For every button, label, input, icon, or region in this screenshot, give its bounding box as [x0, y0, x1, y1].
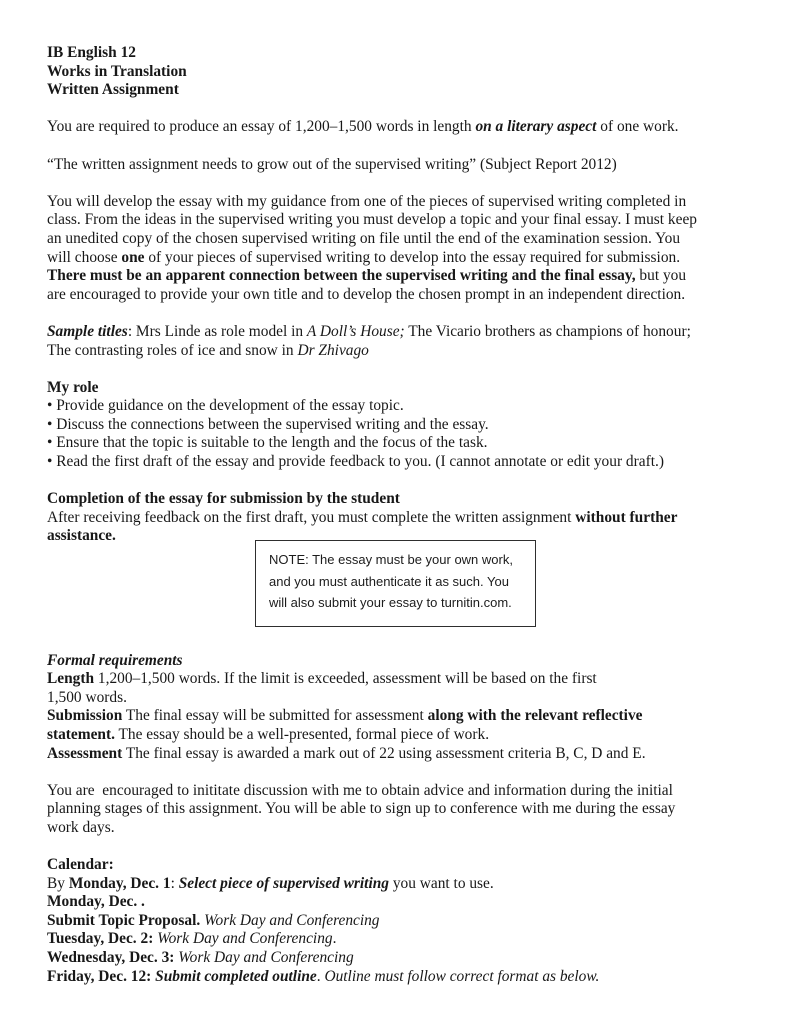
blank-line	[47, 100, 751, 119]
text-segment: After receiving feedback on the first draft, you must complete the written assignment	[47, 508, 576, 526]
text-segment: Monday, Dec. 1	[68, 874, 171, 892]
text-segment: Calendar:	[47, 856, 114, 874]
blank-line	[47, 174, 751, 193]
body-paragraph-line	[47, 193, 751, 212]
text-segment: of your pieces of supervised writing to develop into the essay required for submission.	[144, 248, 681, 266]
note-box	[255, 540, 536, 627]
submission-line	[47, 707, 751, 726]
calendar-entry	[47, 912, 751, 931]
text-segment: Tuesday, Dec. 2:	[47, 930, 154, 948]
length-line	[47, 670, 751, 689]
text-segment: class. From the ideas in the supervised writing you must develop a topic and your final essay. I must keep	[47, 211, 697, 229]
text-segment: 1,200–1,500 words. If the limit is exceeded, assessment will be based on the first	[94, 670, 597, 688]
submission-line	[47, 726, 751, 745]
text-segment: assistance.	[47, 527, 116, 545]
text-segment: The final essay will be submitted for assessment	[122, 707, 428, 725]
sample-titles-line	[47, 342, 751, 361]
body-paragraph-line	[47, 249, 751, 268]
text-segment: Dr Zhivago	[297, 341, 369, 359]
text-segment: work days.	[47, 818, 115, 836]
text-segment: Submit completed outline	[155, 967, 317, 985]
completion-heading	[47, 490, 751, 509]
text-segment: The essay should be a well-presented, formal piece of work.	[114, 725, 490, 743]
calendar-heading	[47, 856, 751, 875]
discussion-line	[47, 782, 751, 801]
text-segment: Completion of the essay for submission by the student	[47, 490, 400, 508]
my-role-heading	[47, 379, 751, 398]
blank-line	[47, 304, 751, 323]
bullet-item	[47, 397, 751, 416]
document-body	[47, 44, 751, 986]
text-segment: are encouraged to provide your own title and to develop the chosen prompt in an independent direction.	[47, 285, 686, 303]
text-segment: Monday, Dec. .	[47, 893, 145, 911]
bullet-item	[47, 416, 751, 435]
text-segment: Wednesday, Dec. 3:	[47, 949, 175, 967]
completion-line	[47, 509, 751, 528]
text-segment: • Provide guidance on the development of the essay topic.	[47, 397, 404, 415]
text-segment: one	[121, 248, 145, 266]
body-paragraph-line	[47, 267, 751, 286]
blank-line	[47, 763, 751, 782]
calendar-entry	[47, 968, 751, 987]
text-segment: You are required to produce an essay of 1,200–1,500 words in length	[47, 118, 476, 136]
text-segment: without further	[575, 508, 678, 526]
text-segment: planning stages of this assignment. You will be able to sign up to conference with me during the essay	[47, 800, 676, 818]
text-segment: A Doll’s House;	[306, 322, 405, 340]
text-segment: 1,500 words.	[47, 688, 127, 706]
calendar-entry	[47, 875, 751, 894]
note-box-line: NOTE: The essay must be your own work,	[269, 552, 513, 568]
text-segment: “The written assignment needs to grow out of the supervised writing” (Subject Report 2012)	[47, 155, 617, 173]
blank-line	[47, 837, 751, 856]
text-segment: By	[47, 874, 69, 892]
text-segment: IB English 12	[47, 44, 136, 61]
discussion-line	[47, 800, 751, 819]
text-segment: .	[316, 967, 325, 985]
text-segment: Submit Topic Proposal.	[47, 911, 201, 929]
body-paragraph-line	[47, 286, 751, 305]
text-segment: Select piece of supervised writing	[178, 874, 389, 892]
text-segment: • Ensure that the topic is suitable to the length and the focus of the task.	[47, 434, 488, 452]
note-box-line: will also submit your essay to turnitin.com.	[269, 595, 512, 611]
calendar-entry	[47, 893, 751, 912]
text-segment: Written Assignment	[47, 81, 179, 99]
text-segment: Submission	[47, 707, 123, 725]
text-segment: Length	[47, 670, 95, 688]
text-segment: There must be an apparent connection between the supervised writing and the final essay,	[47, 267, 636, 285]
calendar-entry	[47, 949, 751, 968]
calendar-entry	[47, 930, 751, 949]
sample-titles-line	[47, 323, 751, 342]
text-segment: Assessment	[47, 744, 123, 762]
body-paragraph-line	[47, 230, 751, 249]
text-segment: Work Day and Conferencing	[178, 949, 354, 967]
discussion-line	[47, 819, 751, 838]
text-segment: The Vicario brothers as champions of honour;	[404, 322, 691, 340]
text-segment: • Read the first draft of the essay and provide feedback to you. (I cannot annotate or edit your draft.)	[47, 453, 664, 471]
blank-line	[47, 137, 751, 156]
text-segment: of one work.	[596, 118, 679, 136]
text-segment: along with the relevant reflective	[427, 707, 643, 725]
note-box-line: and you must authenticate it as such. You	[269, 573, 509, 589]
doc-title-line-2	[47, 63, 751, 82]
text-segment: Formal requirements	[47, 651, 183, 669]
text-segment: Friday, Dec. 12:	[47, 967, 156, 985]
blank-line	[47, 472, 751, 491]
text-segment: The contrasting roles of ice and snow in	[47, 341, 298, 359]
text-segment: You are encouraged to inititate discussion with me to obtain advice and information during the initial	[47, 781, 673, 799]
text-segment: The final essay is awarded a mark out of 22 using assessment criteria B, C, D and E.	[122, 744, 646, 762]
text-segment: : Mrs Linde as role model in	[127, 322, 307, 340]
quote-line	[47, 156, 751, 175]
bullet-item	[47, 434, 751, 453]
text-segment: • Discuss the connections between the supervised writing and the essay.	[47, 415, 489, 433]
blank-line	[47, 360, 751, 379]
intro-line	[47, 118, 751, 137]
bullet-item	[47, 453, 751, 472]
assessment-line	[47, 745, 751, 764]
text-segment: :	[170, 874, 179, 892]
text-segment: Sample titles	[47, 322, 128, 340]
text-segment: You will develop the essay with my guidance from one of the pieces of supervised writing completed in	[47, 192, 687, 210]
text-segment: statement.	[47, 725, 115, 743]
text-segment: will choose	[47, 248, 122, 266]
doc-title-line-3	[47, 81, 751, 100]
formal-requirements-heading	[47, 652, 751, 671]
text-segment: an unedited copy of the chosen supervised writing on file until the end of the examination session. You	[47, 229, 681, 247]
length-line	[47, 689, 751, 708]
text-segment: My role	[47, 378, 99, 396]
text-segment: Work Day and Conferencing	[204, 911, 380, 929]
text-segment: .	[332, 930, 337, 948]
text-segment: you want to use.	[389, 874, 494, 892]
body-paragraph-line	[47, 211, 751, 230]
text-segment: Works in Translation	[47, 62, 187, 80]
text-segment: Outline must follow correct format as below.	[324, 967, 600, 985]
doc-title-line-1	[47, 44, 751, 63]
text-segment: on a literary aspect	[475, 118, 597, 136]
text-segment: but you	[635, 267, 687, 285]
text-segment: Work Day and Conferencing	[157, 930, 333, 948]
